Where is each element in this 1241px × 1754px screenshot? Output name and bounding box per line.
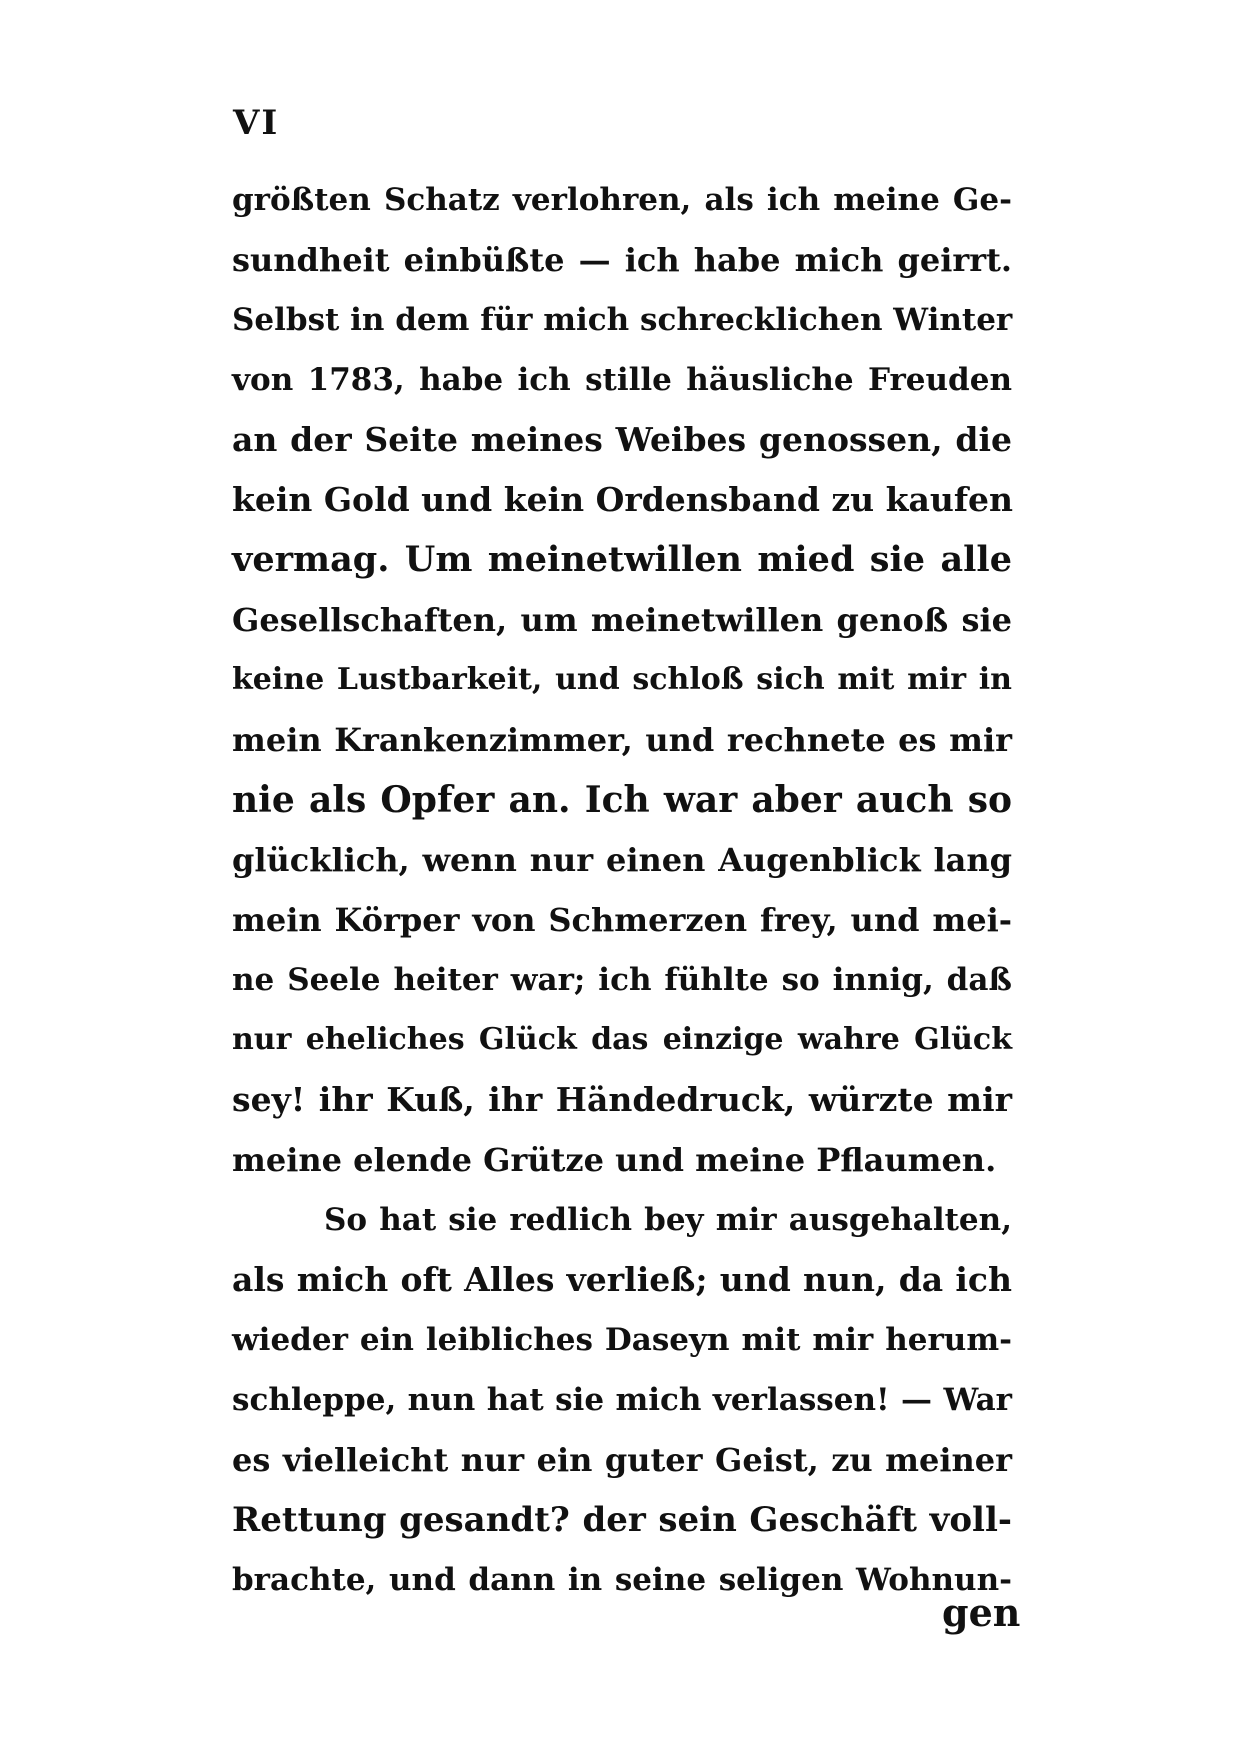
text-line: als mich oft Alles verließ; und nun, da ich — [232, 1260, 1012, 1299]
text-line: sundheit einbüßte — ich habe mich geirrt. — [232, 241, 1012, 279]
catchword: gen — [942, 1590, 1021, 1635]
text-line: So hat sie redlich bey mir ausgehalten, — [324, 1202, 1012, 1238]
text-line: mein Krankenzimmer, und rechnete es mir — [232, 721, 1012, 759]
text-line: wieder ein leibliches Daseyn mit mir herum- — [232, 1322, 1012, 1358]
text-line: keine Lustbarkeit, und schloß sich mit mir in — [232, 662, 1012, 697]
page-number: VI — [233, 103, 280, 143]
text-line: glücklich, wenn nur einen Augenblick lang — [232, 841, 1012, 879]
text-line: schleppe, nun hat sie mich verlassen! — War — [232, 1382, 1012, 1418]
text-line: sey! ihr Kuß, ihr Händedruck, würzte mir — [232, 1080, 1012, 1119]
text-line: kein Gold und kein Ordensband zu kaufen — [232, 480, 1014, 519]
text-line: brachte, und dann in seine seligen Wohnun- — [232, 1562, 1012, 1598]
text-line: Gesellschaften, um meinetwillen genoß sie — [232, 601, 1012, 639]
text-line: größten Schatz verlohren, als ich meine Ge- — [232, 182, 1012, 218]
text-line: meine elende Grütze und meine Pflaumen. — [232, 1141, 997, 1179]
text-line: von 1783, habe ich stille häusliche Freuden — [232, 362, 1012, 398]
text-line: es vielleicht nur ein guter Geist, zu meiner — [232, 1441, 1012, 1479]
body-text — [232, 170, 1012, 1610]
text-line: Selbst in dem für mich schrecklichen Winter — [232, 302, 1013, 338]
text-line: nur eheliches Glück das einzige wahre Glück — [232, 1022, 1012, 1057]
text-line: mein Körper von Schmerzen frey, und mei- — [232, 901, 1012, 939]
paragraph — [232, 1190, 1012, 1610]
paragraph — [232, 170, 1012, 1190]
text-line: Rettung gesandt? der sein Geschäft voll- — [232, 1500, 1012, 1540]
text-line: nie als Opfer an. Ich war aber auch so — [232, 779, 1012, 821]
text-line: an der Seite meines Weibes genossen, die — [232, 420, 1012, 459]
text-line: vermag. Um meinetwillen mied sie alle — [232, 539, 1012, 580]
text-line: ne Seele heiter war; ich fühlte so innig, daß — [232, 962, 1012, 998]
